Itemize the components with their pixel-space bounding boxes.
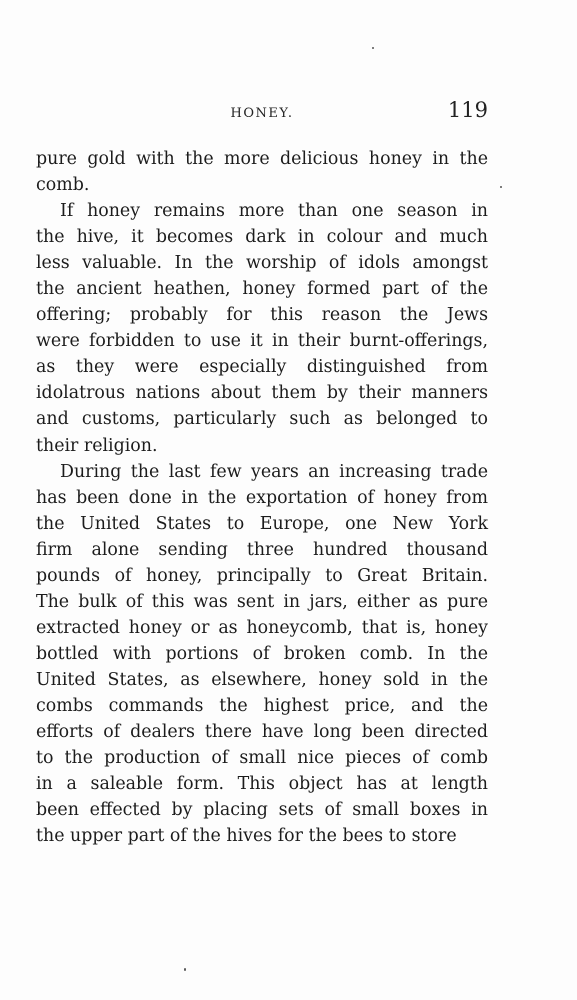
text-line: efforts of dealers there have long been directed bbox=[36, 722, 488, 743]
text-line: the upper part of the hives for the bees to store bbox=[36, 826, 457, 847]
text-line: less valuable. In the worship of idols amongst bbox=[36, 253, 488, 274]
text-line: the hive, it becomes dark in colour and much bbox=[36, 227, 488, 248]
text-line: in a saleable form. This object has at length bbox=[36, 774, 488, 795]
paragraph bbox=[36, 146, 488, 198]
running-title: HONEY. bbox=[230, 106, 294, 121]
text-line: United States, as elsewhere, honey sold in the bbox=[36, 669, 488, 690]
text-line: combs commands the highest price, and the bbox=[36, 695, 488, 716]
text-line: were forbidden to use it in their burnt-offerings, bbox=[36, 331, 488, 352]
paragraph bbox=[36, 459, 488, 850]
body-text bbox=[36, 146, 488, 849]
text-line: firm alone sending three hundred thousand bbox=[36, 539, 488, 560]
paper-speck bbox=[184, 968, 186, 971]
text-line: and customs, particularly such as belonged to bbox=[36, 409, 488, 430]
text-line: The bulk of this was sent in jars, either as pure bbox=[36, 591, 488, 612]
paragraph bbox=[36, 198, 488, 458]
paper-speck bbox=[500, 186, 502, 188]
text-line: offering; probably for this reason the Jews bbox=[36, 305, 488, 326]
text-line: During the last few years an increasing trade bbox=[60, 461, 488, 482]
text-line: comb. bbox=[36, 175, 90, 196]
text-line: extracted honey or as honeycomb, that is, honey bbox=[36, 617, 488, 638]
text-line: as they were especially distinguished from bbox=[36, 357, 488, 378]
text-line: pure gold with the more delicious honey in the bbox=[36, 149, 488, 169]
text-line: If honey remains more than one season in bbox=[60, 201, 488, 222]
text-line: to the production of small nice pieces of comb bbox=[36, 748, 488, 769]
page-number: 119 bbox=[447, 98, 488, 122]
text-line: their religion. bbox=[36, 435, 158, 456]
running-head bbox=[36, 98, 488, 128]
paper-speck bbox=[372, 47, 374, 49]
text-line: has been done in the exportation of honey from bbox=[36, 487, 488, 508]
text-line: been effected by placing sets of small boxes in bbox=[36, 800, 488, 821]
text-line: the ancient heathen, honey formed part of the bbox=[36, 279, 488, 300]
text-line: bottled with portions of broken comb. In the bbox=[36, 643, 488, 664]
text-line: idolatrous nations about them by their manners bbox=[36, 383, 488, 404]
text-line: pounds of honey, principally to Great Britain. bbox=[36, 565, 488, 586]
text-line: the United States to Europe, one New York bbox=[36, 513, 488, 534]
